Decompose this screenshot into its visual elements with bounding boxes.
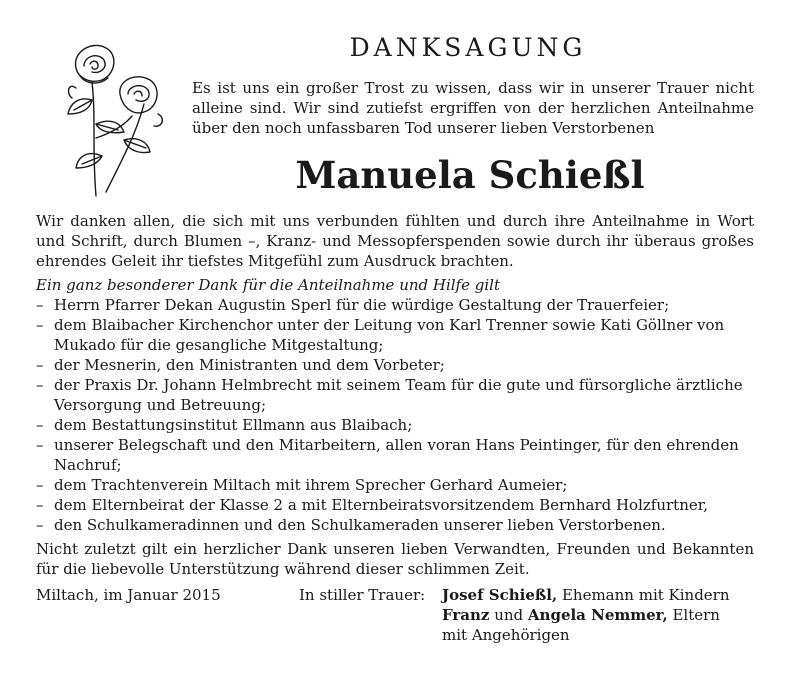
list-item bbox=[36, 495, 754, 515]
mourner-relation: Ehemann mit Kindern bbox=[557, 586, 730, 604]
list-dash: – bbox=[36, 376, 44, 394]
mourners-label: In stiller Trauer: bbox=[299, 586, 426, 604]
list-item-text: der Mesnerin, den Ministranten und dem Vorbeter; bbox=[54, 356, 445, 374]
list-item-text: Herrn Pfarrer Dekan Augustin Sperl für die würdige Gestaltung der Trauerfeier; bbox=[54, 296, 670, 314]
list-item bbox=[36, 375, 754, 415]
list-item-text: dem Bestattungsinstitut Ellmann aus Blaibach; bbox=[54, 416, 413, 434]
mourner-name: Angela Nemmer, bbox=[527, 606, 668, 624]
list-dash: – bbox=[36, 496, 44, 514]
place-date: Miltach, im Januar 2015 bbox=[36, 586, 221, 604]
mourner-line-1 bbox=[442, 585, 762, 605]
intro-paragraph: Es ist uns ein großer Trost zu wissen, dass wir in unserer Trauer nicht alleine sind. Wir sind zutiefst ergriffen von der herzlichen Anteilnahme über den noch unfassbaren Tod unserer lieben Verstorbenen bbox=[192, 79, 754, 137]
list-item-text: der Praxis Dr. Johann Helmbrecht mit seinem Team für die gute und fürsorgliche ärztliche Versorgung und Betreuung; bbox=[54, 376, 743, 414]
list-item bbox=[36, 515, 754, 535]
list-item bbox=[36, 415, 754, 435]
special-thanks-heading: Ein ganz besonderer Dank für die Anteilnahme und Hilfe gilt bbox=[36, 276, 500, 294]
list-item-text: unserer Belegschaft und den Mitarbeitern, allen voran Hans Peintinger, für den ehrenden Nachruf; bbox=[54, 436, 739, 474]
list-dash: – bbox=[36, 356, 44, 374]
notice-body bbox=[36, 211, 754, 579]
list-dash: – bbox=[36, 516, 44, 534]
mourner-name: Josef Schießl, bbox=[442, 586, 558, 604]
list-item bbox=[36, 295, 754, 315]
thanks-paragraph: Wir danken allen, die sich mit uns verbunden fühlten und durch ihre Anteilnahme in Wort und Schrift, durch Blumen –, Kranz- und Messopferspenden sowie durch ihr überaus großes ehrendes Geleit ihr tiefstes Mitgefühl zum Ausdruck brachten. bbox=[36, 212, 754, 270]
list-item bbox=[36, 355, 754, 375]
list-item bbox=[36, 315, 754, 355]
list-dash: – bbox=[36, 436, 44, 454]
notice-heading: DANKSAGUNG bbox=[349, 33, 587, 62]
mourner-name: Franz bbox=[442, 606, 490, 624]
mourners-list bbox=[442, 585, 762, 645]
mourner-line-3: mit Angehörigen bbox=[442, 626, 570, 644]
list-dash: – bbox=[36, 316, 44, 334]
list-item-text: dem Trachtenverein Miltach mit ihrem Sprecher Gerhard Aumeier; bbox=[54, 476, 568, 494]
list-dash: – bbox=[36, 296, 44, 314]
list-dash: – bbox=[36, 476, 44, 494]
mourner-relation: Eltern bbox=[667, 606, 720, 624]
deceased-name: Manuela Schießl bbox=[295, 153, 645, 197]
list-item bbox=[36, 475, 754, 495]
mourner-conjunction: und bbox=[489, 606, 528, 624]
rose-icon bbox=[62, 38, 170, 198]
list-item-text: den Schulkameradinnen und den Schulkameraden unserer lieben Verstorbenen. bbox=[54, 516, 666, 534]
list-dash: – bbox=[36, 416, 44, 434]
list-item-text: dem Blaibacher Kirchenchor unter der Leitung von Karl Trenner sowie Kati Göllner von Mukado für die gesangliche Mitgestaltung; bbox=[54, 316, 725, 354]
special-thanks-list bbox=[36, 295, 754, 535]
list-item-text: dem Elternbeirat der Klasse 2 a mit Elternbeiratsvorsitzendem Bernhard Holzfurtner, bbox=[54, 496, 709, 514]
closing-paragraph: Nicht zuletzt gilt ein herzlicher Dank unseren lieben Verwandten, Freunden und Bekannten für die liebevolle Unterstützung während dieser schlimmen Zeit. bbox=[36, 540, 754, 578]
list-item bbox=[36, 435, 754, 475]
mourner-line-2 bbox=[442, 605, 762, 625]
